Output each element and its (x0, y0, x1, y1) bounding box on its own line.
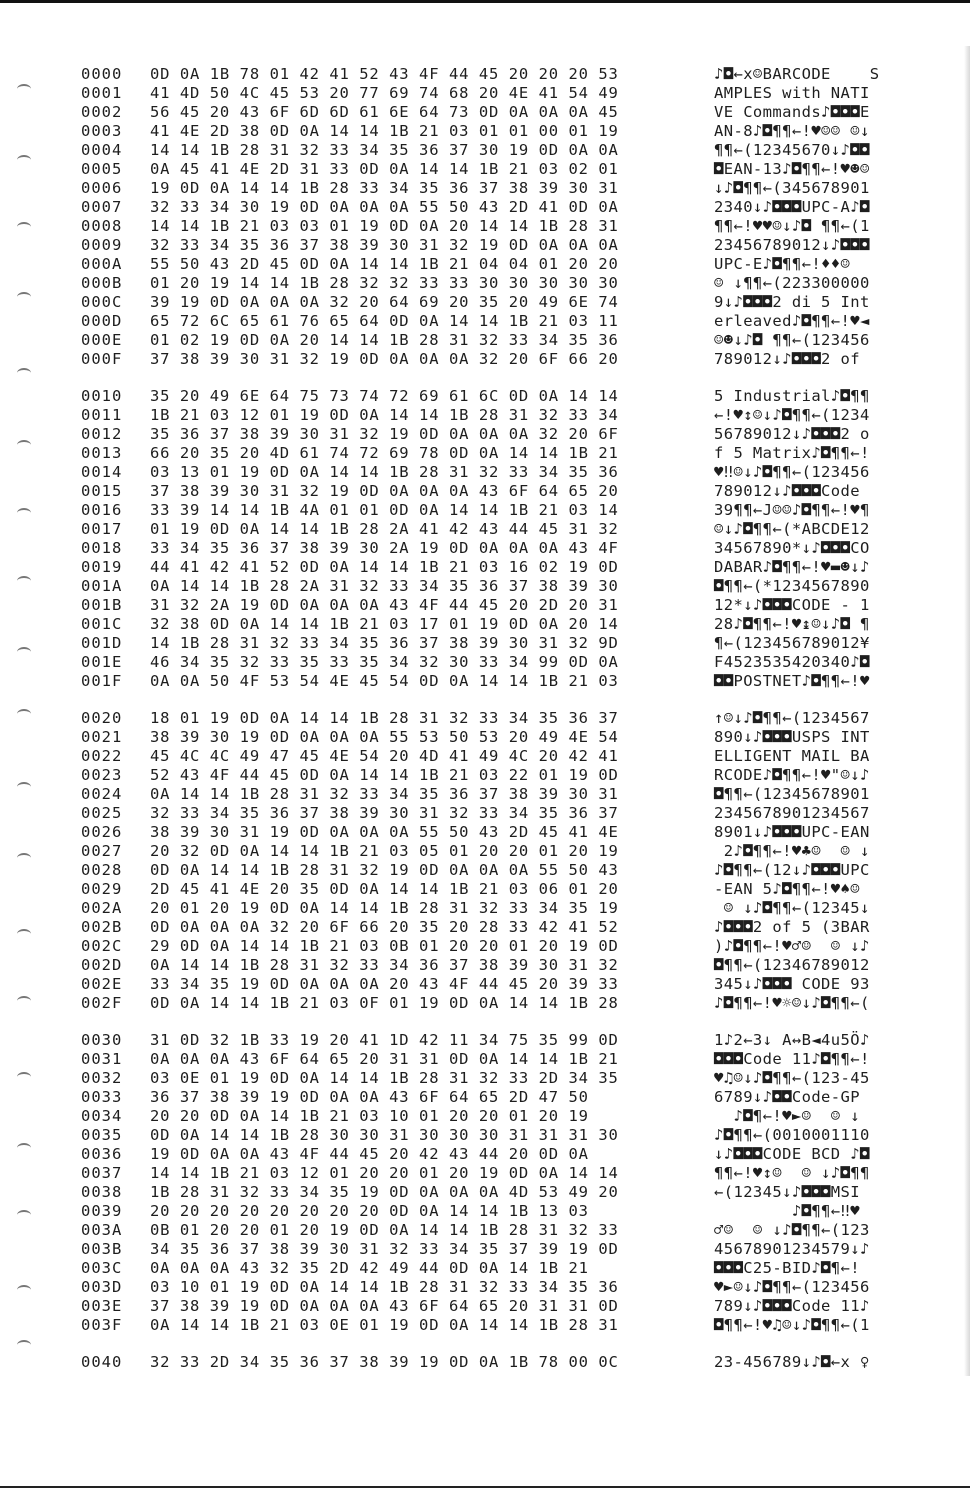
address-cell: 0019 (81, 558, 123, 576)
dump-row (0, 1353, 960, 1372)
ascii-text: F4523535420340♪◘ (714, 653, 870, 671)
hex-bytes: 14 14 1B 28 31 32 33 34 35 36 37 30 19 0D 0A 0A (150, 141, 619, 159)
hex-bytes: 46 34 35 32 33 35 33 35 34 32 30 33 34 99 0D 0A (150, 653, 619, 671)
dump-row (0, 1316, 960, 1335)
hex-bytes: 55 50 43 2D 45 0D 0A 14 14 1B 21 04 04 01 20 20 (150, 255, 619, 273)
address-cell: 0024 (81, 785, 123, 803)
hex-bytes: 34 35 36 37 38 39 30 31 32 33 34 35 37 39 19 0D (150, 1240, 619, 1258)
dump-row (0, 1183, 960, 1202)
address-cell: 000D (81, 312, 123, 330)
ascii-text: 1♪2←3↓ A↔B◄4u5Ö♪ (714, 1031, 870, 1049)
ascii-text: ¶←(123456789012¥ (714, 634, 870, 652)
ascii-text: ¶¶←!♥↕☺ ☺ ↓♪◘¶¶ (714, 1164, 870, 1182)
dump-row (0, 387, 960, 406)
hex-bytes: 0A 0A 0A 43 32 35 2D 42 49 44 0D 0A 14 1B 21 (150, 1259, 589, 1277)
address-cell: 001B (81, 596, 123, 614)
address-cell: 001A (81, 577, 123, 595)
dump-row (0, 141, 960, 160)
ascii-text: 5 Industrial♪◘¶¶ (714, 387, 870, 405)
ascii-text: ♥‼☺↓♪◘¶¶←(123456 (714, 463, 870, 481)
dump-row (0, 160, 960, 179)
block-gap (0, 1013, 960, 1031)
address-cell: 002D (81, 956, 123, 974)
ascii-text: erleaved♪◘¶¶←!♥◄ (714, 312, 870, 330)
hex-bytes: 0D 0A 14 14 1B 28 30 30 31 30 30 30 31 31 31 30 (150, 1126, 619, 1144)
paper-edge (964, 46, 970, 1376)
hex-bytes: 20 20 0D 0A 14 1B 21 03 10 01 20 20 01 20 19 (150, 1107, 589, 1125)
block-gap (0, 1335, 960, 1353)
address-cell: 0036 (81, 1145, 123, 1163)
hex-bytes: 14 14 1B 21 03 03 01 19 0D 0A 20 14 14 1B 28 31 (150, 217, 619, 235)
dump-row (0, 539, 960, 558)
address-cell: 0011 (81, 406, 123, 424)
hex-bytes: 0A 14 14 1B 28 31 32 33 34 35 36 37 38 39 30 31 (150, 785, 619, 803)
ascii-text: 6789↓♪◘◘Code-GP (714, 1088, 860, 1106)
hex-bytes: 41 4E 2D 38 0D 0A 14 14 1B 21 03 01 01 00 01 19 (150, 122, 619, 140)
dump-row (0, 482, 960, 501)
dump-row (0, 179, 960, 198)
dump-row (0, 1259, 960, 1278)
dump-row (0, 861, 960, 880)
hex-bytes: 32 33 34 35 36 37 38 39 30 31 32 33 34 35 36 37 (150, 804, 619, 822)
top-rule (0, 0, 970, 3)
dump-row (0, 255, 960, 274)
ascii-text: 2345678901234567 (714, 804, 870, 822)
dump-row (0, 84, 960, 103)
address-cell: 0035 (81, 1126, 123, 1144)
hex-bytes: 65 72 6C 65 61 76 65 64 0D 0A 14 14 1B 21 03 11 (150, 312, 619, 330)
bottom-rule (0, 1486, 970, 1488)
address-cell: 0027 (81, 842, 123, 860)
address-cell: 0012 (81, 425, 123, 443)
hex-bytes: 35 20 49 6E 64 75 73 74 72 69 61 6C 0D 0A 14 14 (150, 387, 619, 405)
dump-row (0, 217, 960, 236)
address-cell: 0004 (81, 141, 123, 159)
ascii-text: f 5 Matrix♪◘¶¶←! (714, 444, 870, 462)
dump-row (0, 274, 960, 293)
dump-row (0, 1164, 960, 1183)
hex-bytes: 1B 28 31 32 33 34 35 19 0D 0A 0A 0A 4D 53 49 20 (150, 1183, 619, 1201)
ascii-text: AMPLES with NATI (714, 84, 870, 102)
hex-bytes: 1B 21 03 12 01 19 0D 0A 14 14 1B 28 31 32 33 34 (150, 406, 619, 424)
address-cell: 0016 (81, 501, 123, 519)
dump-row (0, 842, 960, 861)
dump-row (0, 956, 960, 975)
ascii-text: ◘◘◘Code 11♪◘¶¶←! (714, 1050, 870, 1068)
dump-row (0, 1202, 960, 1221)
hex-bytes: 38 39 30 31 19 0D 0A 0A 0A 55 50 43 2D 45 41 4E (150, 823, 619, 841)
ascii-text: ◘◘◘C25-BID♪◘¶←! (714, 1259, 860, 1277)
hex-bytes: 0B 01 20 20 01 20 19 0D 0A 14 14 1B 28 31 32 33 (150, 1221, 619, 1239)
dump-row (0, 747, 960, 766)
hex-bytes: 33 34 35 36 37 38 39 30 2A 19 0D 0A 0A 0A 43 4F (150, 539, 619, 557)
ascii-text: ♪◘¶¶←!♥☼☺↓♪◘¶¶←( (714, 994, 870, 1012)
ascii-text: ↑☺↓♪◘¶¶←(1234567 (714, 709, 870, 727)
address-cell: 0029 (81, 880, 123, 898)
ascii-text: ELLIGENT MAIL BA (714, 747, 870, 765)
address-cell: 0037 (81, 1164, 123, 1182)
dump-row (0, 804, 960, 823)
dump-row (0, 1278, 960, 1297)
hex-bytes: 44 41 42 41 52 0D 0A 14 14 1B 21 03 16 02 19 0D (150, 558, 619, 576)
hex-bytes: 31 32 2A 19 0D 0A 0A 0A 43 4F 44 45 20 2D 20 31 (150, 596, 619, 614)
address-cell: 0005 (81, 160, 123, 178)
dump-row (0, 1088, 960, 1107)
hex-bytes: 56 45 20 43 6F 6D 6D 61 6E 64 73 0D 0A 0A 0A 45 (150, 103, 619, 121)
ascii-text: ◘¶¶←(12345678901 (714, 785, 870, 803)
hex-bytes: 37 38 39 30 31 32 19 0D 0A 0A 0A 43 6F 64 65 20 (150, 482, 619, 500)
dump-row (0, 785, 960, 804)
dump-row (0, 1107, 960, 1126)
hex-bytes: 33 34 35 19 0D 0A 0A 0A 20 43 4F 44 45 20 39 33 (150, 975, 619, 993)
dump-row (0, 1221, 960, 1240)
dump-row (0, 65, 960, 84)
dump-row (0, 709, 960, 728)
hex-bytes: 0D 0A 1B 78 01 42 41 52 43 4F 44 45 20 20 20 53 (150, 65, 619, 83)
hex-bytes: 39 19 0D 0A 0A 0A 32 20 64 69 20 35 20 49 6E 74 (150, 293, 619, 311)
dump-row (0, 1145, 960, 1164)
dump-row (0, 293, 960, 312)
ascii-text: UPC-E♪◘¶¶←!♦♦☺ (714, 255, 870, 273)
ascii-text: ♪◘←x☺BARCODE S (714, 65, 880, 83)
hex-bytes: 01 20 19 14 14 1B 28 32 32 33 33 30 30 30 30 30 (150, 274, 619, 292)
dump-row (0, 577, 960, 596)
dump-row (0, 198, 960, 217)
dump-row (0, 1050, 960, 1069)
ascii-text: RCODE♪◘¶¶←!♥"☺↓♪ (714, 766, 870, 784)
ascii-text: ◘¶¶←(12346789012 (714, 956, 870, 974)
hex-bytes: 29 0D 0A 14 14 1B 21 03 0B 01 20 20 01 20 19 0D (150, 937, 619, 955)
address-cell: 003C (81, 1259, 123, 1277)
ascii-text: ☺☻↓♪◘ ¶¶←(123456 (714, 331, 870, 349)
dump-row (0, 558, 960, 577)
ascii-text: ☺ ↓¶¶←(223300000 (714, 274, 870, 292)
address-cell: 0020 (81, 709, 123, 727)
dump-row (0, 766, 960, 785)
dump-row (0, 672, 960, 691)
hex-bytes: 45 4C 4C 49 47 45 4E 54 20 4D 41 49 4C 20 42 41 (150, 747, 619, 765)
ascii-text: ↓♪◘¶¶←(345678901 (714, 179, 870, 197)
ascii-text: 2340↓♪◘◘◘UPC-A♪◘ (714, 198, 870, 216)
dump-row (0, 823, 960, 842)
dump-row (0, 1240, 960, 1259)
dump-row (0, 444, 960, 463)
hex-bytes: 14 14 1B 21 03 12 01 20 20 01 20 19 0D 0A 14 14 (150, 1164, 619, 1182)
address-cell: 001F (81, 672, 123, 690)
address-cell: 003A (81, 1221, 123, 1239)
hex-bytes: 41 4D 50 4C 45 53 20 77 69 74 68 20 4E 41 54 49 (150, 84, 619, 102)
hex-bytes: 2D 45 41 4E 20 35 0D 0A 14 14 1B 21 03 06 01 20 (150, 880, 619, 898)
address-cell: 0033 (81, 1088, 123, 1106)
ascii-text: 345↓♪◘◘◘ CODE 93 (714, 975, 870, 993)
ascii-text: ←(12345↓♪◘◘◘MSI (714, 1183, 870, 1201)
hex-bytes: 0D 0A 14 14 1B 21 03 0F 01 19 0D 0A 14 14 1B 28 (150, 994, 619, 1012)
ascii-text: ♥♫☺↓♪◘¶¶←(123-45 (714, 1069, 870, 1087)
ascii-text: DABAR♪◘¶¶←!♥▬☻↓♪ (714, 558, 870, 576)
hex-bytes: 37 38 39 19 0D 0A 0A 0A 43 6F 64 65 20 31 31 0D (150, 1297, 619, 1315)
dump-row (0, 331, 960, 350)
dump-row (0, 975, 960, 994)
address-cell: 0008 (81, 217, 123, 235)
dump-row (0, 1069, 960, 1088)
dump-row (0, 350, 960, 369)
hex-bytes: 20 20 20 20 20 20 20 20 0D 0A 14 14 1B 13 03 (150, 1202, 589, 1220)
ascii-text: ◘¶¶←!♥♫☺↓♪◘¶¶←(1 (714, 1316, 870, 1334)
block-gap (0, 369, 960, 387)
ascii-text: ☺↓♪◘¶¶←(*ABCDE12 (714, 520, 870, 538)
ascii-text: ♪◘◘◘2 of 5 (3BAR (714, 918, 870, 936)
ascii-text: ♂☺ ☺ ↓♪◘¶¶←(123 (714, 1221, 870, 1239)
address-cell: 001E (81, 653, 123, 671)
dump-row (0, 1031, 960, 1050)
hex-bytes: 03 0E 01 19 0D 0A 14 14 1B 28 31 32 33 2D 34 35 (150, 1069, 619, 1087)
address-cell: 002E (81, 975, 123, 993)
ascii-text: ◘¶¶←(*1234567890 (714, 577, 870, 595)
address-cell: 000A (81, 255, 123, 273)
address-cell: 0023 (81, 766, 123, 784)
ascii-text: ◘EAN-13♪◘¶¶←!♥☻☺ (714, 160, 870, 178)
ascii-text: ♥►☺↓♪◘¶¶←(123456 (714, 1278, 870, 1296)
hex-dump (0, 65, 960, 1372)
hex-bytes: 20 32 0D 0A 14 14 1B 21 03 05 01 20 20 01 20 19 (150, 842, 619, 860)
dump-row (0, 103, 960, 122)
hex-bytes: 0A 14 14 1B 28 31 32 33 34 36 37 38 39 30 31 32 (150, 956, 619, 974)
dump-row (0, 312, 960, 331)
address-cell: 0030 (81, 1031, 123, 1049)
address-cell: 000E (81, 331, 123, 349)
address-cell: 0032 (81, 1069, 123, 1087)
address-cell: 0026 (81, 823, 123, 841)
ascii-text: 34567890*↓♪◘◘◘CO (714, 539, 870, 557)
dump-row (0, 728, 960, 747)
address-cell: 002B (81, 918, 123, 936)
ascii-text: ←!♥↕☺↓♪◘¶¶←(1234 (714, 406, 870, 424)
address-cell: 0006 (81, 179, 123, 197)
address-cell: 000B (81, 274, 123, 292)
ascii-text: ◘◘POSTNET♪◘¶¶←!♥ (714, 672, 870, 690)
address-cell: 0017 (81, 520, 123, 538)
address-cell: 000F (81, 350, 123, 368)
ascii-text: 789012↓♪◘◘◘Code (714, 482, 870, 500)
ascii-text: 23456789012↓♪◘◘◘ (714, 236, 870, 254)
address-cell: 0000 (81, 65, 123, 83)
block-gap (0, 691, 960, 709)
hex-bytes: 33 39 14 14 1B 4A 01 01 0D 0A 14 14 1B 21 03 14 (150, 501, 619, 519)
dump-row (0, 899, 960, 918)
address-cell: 001D (81, 634, 123, 652)
ascii-text: 56789012↓♪◘◘◘2 o (714, 425, 870, 443)
dump-row (0, 520, 960, 539)
hex-bytes: 0D 0A 0A 0A 32 20 6F 66 20 35 20 28 33 42 41 52 (150, 918, 619, 936)
address-cell: 003E (81, 1297, 123, 1315)
address-cell: 001C (81, 615, 123, 633)
hex-bytes: 0A 0A 0A 43 6F 64 65 20 31 31 0D 0A 14 14 1B 21 (150, 1050, 619, 1068)
address-cell: 0010 (81, 387, 123, 405)
dump-row (0, 994, 960, 1013)
address-cell: 0022 (81, 747, 123, 765)
dump-row (0, 236, 960, 255)
dump-row (0, 1126, 960, 1145)
ascii-text: ¶¶←!♥♥☺↓♪◘ ¶¶←(1 (714, 217, 870, 235)
hex-bytes: 03 13 01 19 0D 0A 14 14 1B 28 31 32 33 34 35 36 (150, 463, 619, 481)
address-cell: 003B (81, 1240, 123, 1258)
ascii-text: ♪◘¶←!♥►☺ ☺ ↓ (714, 1107, 860, 1125)
ascii-text: ♪◘¶¶←‼♥ (714, 1202, 860, 1220)
ascii-text: -EAN 5♪◘¶¶←!♥♠☺ (714, 880, 870, 898)
hex-bytes: 03 10 01 19 0D 0A 14 14 1B 28 31 32 33 34 35 36 (150, 1278, 619, 1296)
hex-bytes: 32 33 34 30 19 0D 0A 0A 0A 55 50 43 2D 41 0D 0A (150, 198, 619, 216)
ascii-text: ♪◘¶¶←(12↓♪◘◘◘UPC (714, 861, 870, 879)
address-cell: 000C (81, 293, 123, 311)
dump-row (0, 122, 960, 141)
ascii-text: 12*↓♪◘◘◘CODE - 1 (714, 596, 870, 614)
hex-bytes: 01 02 19 0D 0A 20 14 14 1B 28 31 32 33 34 35 36 (150, 331, 619, 349)
address-cell: 0001 (81, 84, 123, 102)
dump-row (0, 634, 960, 653)
ascii-text: 8901↓♪◘◘◘UPC-EAN (714, 823, 870, 841)
hex-bytes: 19 0D 0A 14 14 1B 28 33 34 35 36 37 38 39 30 31 (150, 179, 619, 197)
address-cell: 0014 (81, 463, 123, 481)
ascii-text: )♪◘¶¶←!♥♂☺ ☺ ↓♪ (714, 937, 870, 955)
address-cell: 0025 (81, 804, 123, 822)
ascii-text: 39¶¶←J☺☺♪◘¶¶←!♥¶ (714, 501, 870, 519)
address-cell: 0009 (81, 236, 123, 254)
ascii-text: AN-8♪◘¶¶←!♥☺☺ ☺↓ (714, 122, 870, 140)
dump-row (0, 425, 960, 444)
hex-bytes: 36 37 38 39 19 0D 0A 0A 43 6F 64 65 2D 47 50 (150, 1088, 589, 1106)
hex-bytes: 20 01 20 19 0D 0A 14 14 1B 28 31 32 33 34 35 19 (150, 899, 619, 917)
dump-row (0, 501, 960, 520)
dump-row (0, 463, 960, 482)
address-cell: 002A (81, 899, 123, 917)
hex-bytes: 38 39 30 19 0D 0A 0A 0A 55 53 50 53 20 49 4E 54 (150, 728, 619, 746)
address-cell: 003D (81, 1278, 123, 1296)
hex-bytes: 35 36 37 38 39 30 31 32 19 0D 0A 0A 0A 32 20 6F (150, 425, 619, 443)
hex-bytes: 0D 0A 14 14 1B 28 31 32 19 0D 0A 0A 0A 55 50 43 (150, 861, 619, 879)
address-cell: 003F (81, 1316, 123, 1334)
ascii-text: ↓♪◘◘◘CODE BCD ♪◘ (714, 1145, 870, 1163)
address-cell: 0038 (81, 1183, 123, 1201)
hex-bytes: 32 38 0D 0A 14 14 1B 21 03 17 01 19 0D 0A 20 14 (150, 615, 619, 633)
dump-row (0, 596, 960, 615)
ascii-text: ♪◘¶¶←(0010001110 (714, 1126, 870, 1144)
address-cell: 0013 (81, 444, 123, 462)
hex-bytes: 32 33 34 35 36 37 38 39 30 31 32 19 0D 0A 0A 0A (150, 236, 619, 254)
dump-row (0, 615, 960, 634)
address-cell: 0028 (81, 861, 123, 879)
address-cell: 0002 (81, 103, 123, 121)
hex-bytes: 31 0D 32 1B 33 19 20 41 1D 42 11 34 75 35 99 0D (150, 1031, 619, 1049)
address-cell: 0031 (81, 1050, 123, 1068)
ascii-text: 789012↓♪◘◘◘2 of (714, 350, 870, 368)
address-cell: 0034 (81, 1107, 123, 1125)
ascii-text: 789↓♪◘◘◘Code 11♪ (714, 1297, 870, 1315)
address-cell: 0003 (81, 122, 123, 140)
ascii-text: 45678901234579↓♪ (714, 1240, 870, 1258)
hex-bytes: 0A 45 41 4E 2D 31 33 0D 0A 14 14 1B 21 03 02 01 (150, 160, 619, 178)
address-cell: 0007 (81, 198, 123, 216)
ascii-text: 2♪◘¶¶←!♥♣☺ ☺ ↓ (714, 842, 870, 860)
dump-row (0, 653, 960, 672)
hex-bytes: 32 33 2D 34 35 36 37 38 39 19 0D 0A 1B 78 00 0C (150, 1353, 619, 1371)
ascii-text: 23-456789↓♪◘←x ♀ (714, 1353, 870, 1371)
dump-row (0, 918, 960, 937)
ascii-text: 9↓♪◘◘◘2 di 5 Int (714, 293, 870, 311)
ascii-text: ¶¶←(12345670↓♪◘◘ (714, 141, 870, 159)
address-cell: 002F (81, 994, 123, 1012)
hex-bytes: 0A 14 14 1B 21 03 0E 01 19 0D 0A 14 14 1B 28 31 (150, 1316, 619, 1334)
hex-bytes: 52 43 4F 44 45 0D 0A 14 14 1B 21 03 22 01 19 0D (150, 766, 619, 784)
address-cell: 0021 (81, 728, 123, 746)
hex-bytes: 66 20 35 20 4D 61 74 72 69 78 0D 0A 14 14 1B 21 (150, 444, 619, 462)
hex-bytes: 0A 14 14 1B 28 2A 31 32 33 34 35 36 37 38 39 30 (150, 577, 619, 595)
dump-row (0, 880, 960, 899)
dump-row (0, 406, 960, 425)
address-cell: 0039 (81, 1202, 123, 1220)
ascii-text: 28♪◘¶¶←!♥↨☺↓♪◘ ¶ (714, 615, 870, 633)
ascii-text: ☺ ↓♪◘¶¶←(12345↓ (714, 899, 870, 917)
ascii-text: 890↓♪◘◘◘USPS INT (714, 728, 870, 746)
hex-bytes: 0A 0A 50 4F 53 54 4E 45 54 0D 0A 14 14 1B 21 03 (150, 672, 619, 690)
hex-bytes: 37 38 39 30 31 32 19 0D 0A 0A 0A 32 20 6F 66 20 (150, 350, 619, 368)
hex-bytes: 01 19 0D 0A 14 14 1B 28 2A 41 42 43 44 45 31 32 (150, 520, 619, 538)
dump-row (0, 1297, 960, 1316)
dump-row (0, 937, 960, 956)
hex-bytes: 18 01 19 0D 0A 14 14 1B 28 31 32 33 34 35 36 37 (150, 709, 619, 727)
address-cell: 0015 (81, 482, 123, 500)
address-cell: 0018 (81, 539, 123, 557)
ascii-text: VE Commands♪◘◘◘E (714, 103, 870, 121)
hex-bytes: 14 1B 28 31 32 33 34 35 36 37 38 39 30 31 32 9D (150, 634, 619, 652)
address-cell: 002C (81, 937, 123, 955)
hex-bytes: 19 0D 0A 0A 43 4F 44 45 20 42 43 44 20 0D 0A (150, 1145, 589, 1163)
address-cell: 0040 (81, 1353, 123, 1371)
